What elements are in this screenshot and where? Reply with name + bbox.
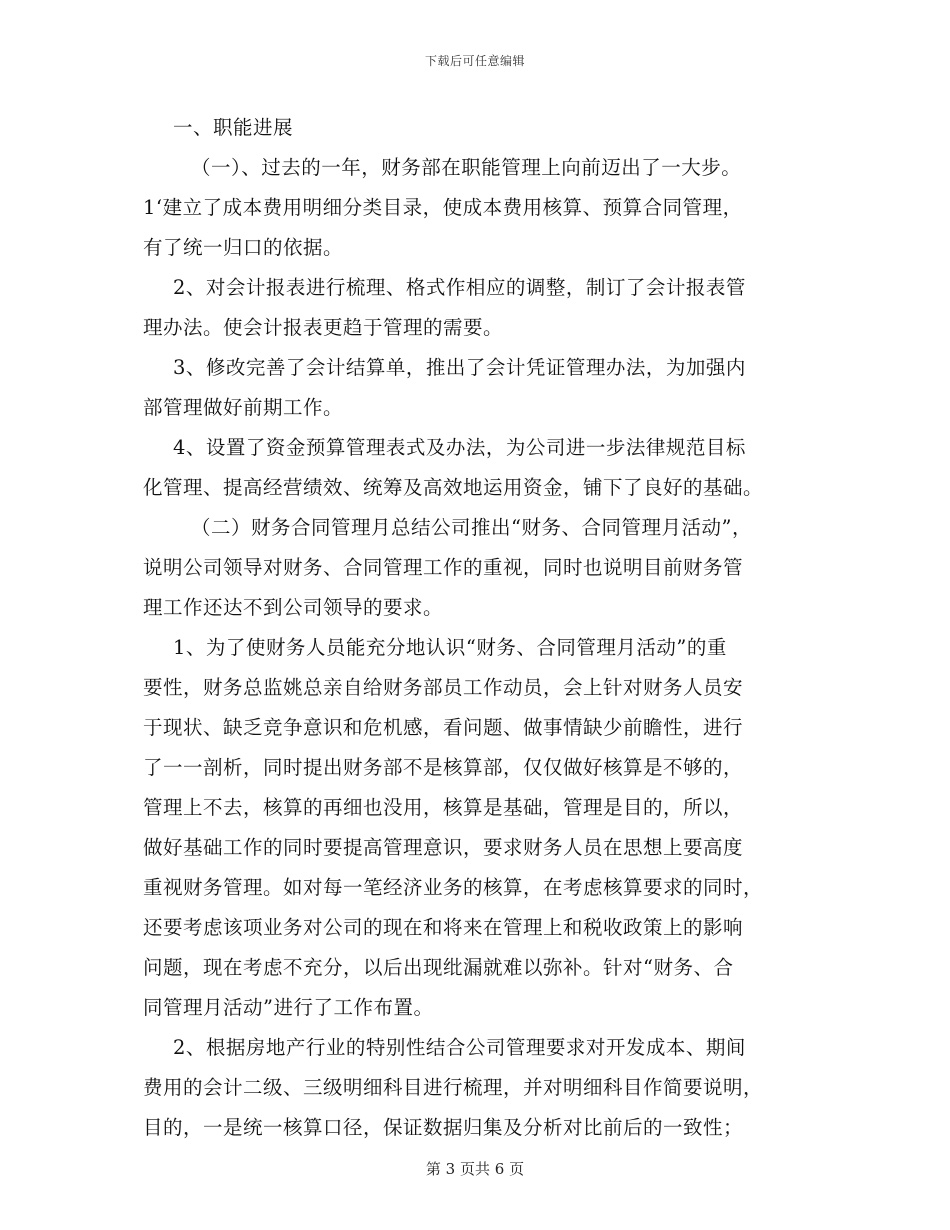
subsection-heading: （二）财务合同管理月总结公司推出“财务、合同管理月活动”， bbox=[191, 516, 752, 539]
page-footer: 第 3 页共 6 页 bbox=[425, 1160, 525, 1178]
paragraph-line: 还要考虑该项业务对公司的现在和将来在管理上和税收政策上的影响 bbox=[143, 916, 744, 939]
paragraph-line: 重视财务管理。如对每一笔经济业务的核算，在考虑核算要求的同时， bbox=[143, 876, 764, 899]
paragraph-line: 同管理月活动”进行了工作布置。 bbox=[143, 996, 434, 1019]
paragraph-line: 目的，一是统一核算口径，保证数据归集及分析对比前后的一致性； bbox=[143, 1116, 744, 1139]
document-body bbox=[143, 108, 813, 1148]
paragraph-line: 理办法。使会计报表更趋于管理的需要。 bbox=[143, 316, 504, 339]
paragraph-line: 化管理、提高经营绩效、统筹及高效地运用资金，铺下了良好的基础。 bbox=[143, 476, 764, 499]
paragraph-line: 费用的会计二级、三级明细科目进行梳理，并对明细科目作简要说明， bbox=[143, 1076, 764, 1099]
subsection-heading: （一）、过去的一年，财务部在职能管理上向前迈出了一大步。 bbox=[191, 156, 742, 179]
paragraph-line: 了一一剖析，同时提出财务部不是核算部，仅仅做好核算是不够的， bbox=[143, 756, 744, 779]
paragraph-line: 1、为了使财务人员能充分地认识“财务、合同管理月活动”的重 bbox=[173, 636, 727, 659]
paragraph-line: 管理上不去，核算的再细也没用，核算是基础，管理是目的，所以， bbox=[143, 796, 744, 819]
paragraph-line: 于现状、缺乏竞争意识和危机感，看问题、做事情缺少前瞻性，进行 bbox=[143, 716, 744, 739]
paragraph-line: 理工作还达不到公司领导的要求。 bbox=[143, 596, 444, 619]
paragraph-line: 2、根据房地产行业的特别性结合公司管理要求对开发成本、期间 bbox=[173, 1036, 746, 1059]
paragraph-line: 说明公司领导对财务、合同管理工作的重视，同时也说明目前财务管 bbox=[143, 556, 744, 579]
page-header: 下载后可任意编辑 bbox=[424, 54, 525, 68]
paragraph-line: 要性，财务总监姚总亲自给财务部员工作动员，会上针对财务人员安 bbox=[143, 676, 744, 699]
section-heading: 一、职能进展 bbox=[173, 116, 294, 139]
paragraph-line: 1‘建立了成本费用明细分类目录，使成本费用核算、预算合同管理， bbox=[143, 196, 743, 219]
paragraph-line: 有了统一归口的依据。 bbox=[143, 236, 344, 259]
paragraph-line: 部管理做好前期工作。 bbox=[143, 396, 344, 419]
paragraph-line: 2、对会计报表进行梳理、格式作相应的调整，制订了会计报表管 bbox=[173, 276, 746, 299]
paragraph-line: 做好基础工作的同时要提高管理意识，要求财务人员在思想上要高度 bbox=[143, 836, 744, 859]
paragraph-line: 4、设置了资金预算管理表式及办法，为公司进一步法律规范目标 bbox=[173, 436, 746, 459]
paragraph-line: 问题，现在考虑不充分，以后出现纰漏就难以弥补。针对“财务、合 bbox=[143, 956, 734, 979]
paragraph-line: 3、修改完善了会计结算单，推出了会计凭证管理办法，为加强内 bbox=[173, 356, 746, 379]
